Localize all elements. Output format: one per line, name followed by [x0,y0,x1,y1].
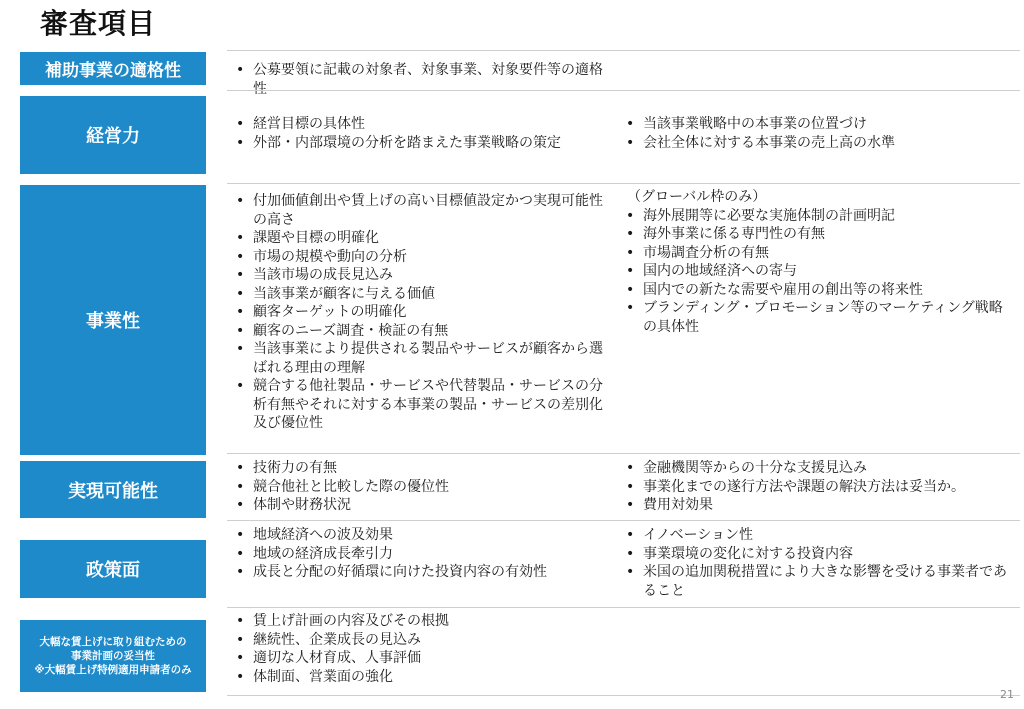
criteria-row-feasibility [20,461,1020,518]
bullet-list-right [623,459,1013,515]
column-right [623,459,1013,515]
bullet-item: • 公募要領に記載の対象者、対象事業、対象要件等の適格性 [233,61,611,98]
column-left [233,526,611,582]
column-right [623,115,1013,152]
bullet-item: • 会社全体に対する本事業の売上高の水準 [623,134,1013,153]
row-content [227,520,1020,606]
bullet-item: • 国内の地域経済への寄与 [623,262,1013,281]
row-label [20,620,206,692]
global-frame-note: （グローバル枠のみ） [627,189,767,205]
bullet-item: • 適切な人材育成、人事評価 [233,649,611,668]
bullet-item: • 当該事業により提供される製品やサービスが顧客から選ばれる理由の理解 [233,340,611,377]
row-label-line: 実現可能性 [68,480,158,502]
bullet-item: • 体制面、営業面の強化 [233,668,611,687]
bullet-item: • 市場調査分析の有無 [623,244,1013,263]
page-title: 審査項目 [40,7,157,40]
criteria-row-wage-increase [20,613,1020,692]
row-label-line: 事業計画の妥当性 [71,650,155,662]
bullet-item: • 課題や目標の明確化 [233,229,611,248]
criteria-row-eligibility [20,50,1020,97]
bullet-item: • 成長と分配の好循環に向けた投資内容の有効性 [233,563,611,582]
bullet-list-left [233,612,611,686]
bullet-item: • 事業環境の変化に対する投資内容 [623,545,1013,564]
bullet-item: • 費用対効果 [623,496,1013,515]
bullet-item: • 顧客ターゲットの明確化 [233,303,611,322]
row-content [227,90,1020,178]
bullet-item: • 事業化までの遂行方法や課題の解決方法は妥当か。 [623,478,1013,497]
row-content [227,607,1020,695]
row-label-line: 経営力 [86,126,140,147]
row-label-line: 政策面 [86,560,140,581]
row-label-line: ※大幅賃上げ特例適用申請者のみ [34,664,192,676]
bullet-item: • 国内での新たな需要や雇用の創出等の将来性 [623,281,1013,300]
bullet-item: • 顧客のニーズ調査・検証の有無 [233,322,611,341]
bullet-item: • 金融機関等からの十分な支援見込み [623,459,1013,478]
bullet-list-left [233,459,611,515]
criteria-row-business [20,185,1020,455]
column-left [233,115,611,152]
bullet-item: • 外部・内部環境の分析を踏まえた事業戦略の策定 [233,134,611,153]
row-label [20,96,206,174]
row-label-line: 補助事業の適格性 [45,61,181,81]
bullet-item: • 地域経済への波及効果 [233,526,611,545]
bullet-item: • 当該事業が顧客に与える価値 [233,285,611,304]
bullet-item: • イノベーション性 [623,526,1013,545]
bullet-item: • 米国の追加関税措置により大きな影響を受ける事業者であること [623,563,1013,600]
row-content [227,453,1020,518]
row-content [227,183,1020,455]
bullet-item: • 地域の経済成長牽引力 [233,545,611,564]
row-label [20,461,206,518]
bullet-item: • 技術力の有無 [233,459,611,478]
bullet-item: • 賃上げ計画の内容及びその根拠 [233,612,611,631]
row-label [20,540,206,598]
bullet-item: • 競合他社と比較した際の優位性 [233,478,611,497]
row-label [20,185,206,455]
bullet-list-left [233,192,611,433]
row-label-line: 大幅な賃上げに取り組むための [39,636,187,648]
bullet-list-left [233,526,611,582]
bullet-list-right [623,526,1013,600]
bullet-item: • 市場の規模や動向の分析 [233,248,611,267]
bullet-item: • 経営目標の具体性 [233,115,611,134]
criteria-row-policy [20,527,1020,599]
bullet-list-left [233,115,611,152]
bullet-item: • ブランディング・プロモーション等のマーケティング戦略の具体性 [623,299,1013,336]
bullet-list-right [623,207,1013,337]
bullet-item: • 継続性、企業成長の見込み [233,631,611,650]
bullet-item: • 当該事業戦略中の本事業の位置づけ [623,115,1013,134]
bullet-item: • 当該市場の成長見込み [233,266,611,285]
bullet-item: • 体制や財務状況 [233,496,611,515]
bottom-divider [227,695,1020,696]
column-left [233,192,611,433]
column-left [233,612,611,686]
row-label [20,52,206,85]
bullet-item: • 海外展開等に必要な実施体制の計画明記 [623,207,1013,226]
column-left [233,459,611,515]
column-right [623,526,1013,600]
bullet-item: • 海外事業に係る専門性の有無 [623,225,1013,244]
bullet-item: • 付加価値創出や賃上げの高い目標値設定かつ実現可能性の高さ [233,192,611,229]
bullet-list-right [623,115,1013,152]
criteria-row-management [20,96,1020,174]
bullet-item: • 競合する他社製品・サービスや代替製品・サービスの分析有無やそれに対する本事業の製品・サービスの差別化及び優位性 [233,377,611,433]
page-number: 21 [1000,688,1014,701]
row-label-line: 事業性 [86,311,140,332]
column-right [623,188,1013,336]
row-content [227,50,1020,97]
